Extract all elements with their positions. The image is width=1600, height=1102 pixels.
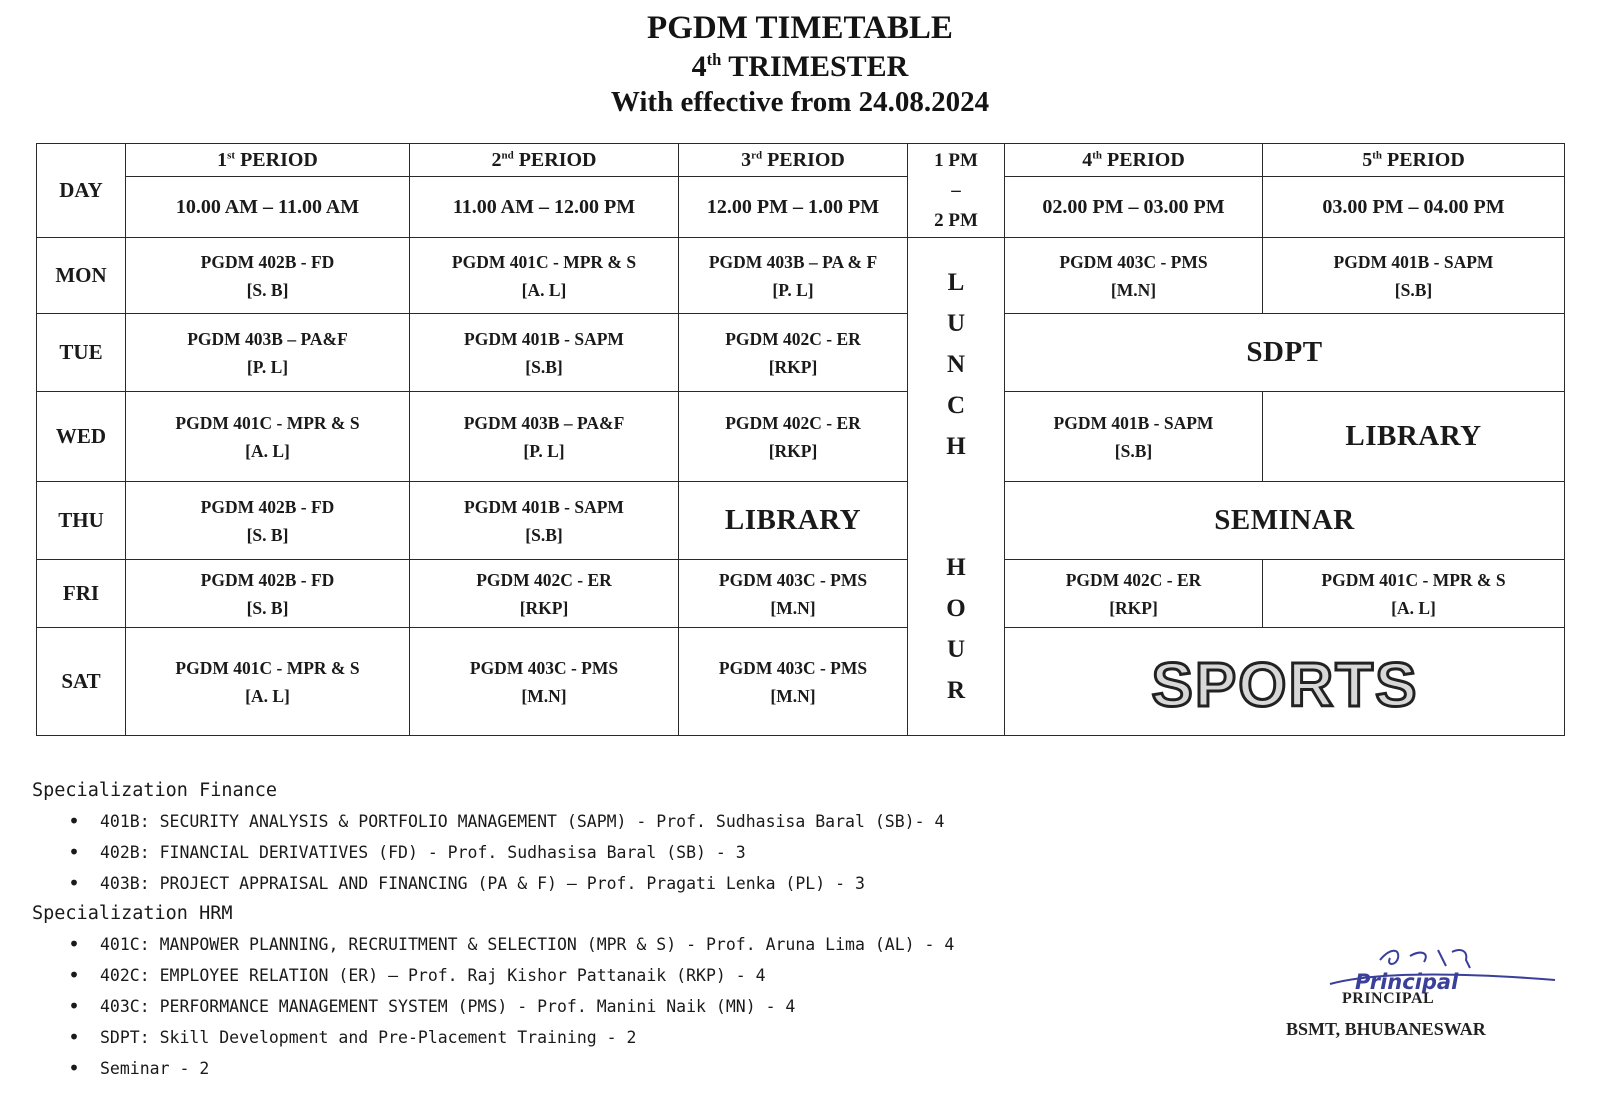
period-label: PERIOD bbox=[767, 148, 845, 171]
lunch-letter: C bbox=[946, 392, 966, 419]
slot-thu-p1 bbox=[126, 482, 410, 560]
faculty: [M.N] bbox=[1110, 279, 1157, 300]
faculty: [A. L] bbox=[245, 685, 290, 706]
trimester-heading bbox=[0, 50, 1600, 84]
list-item: • 402C: EMPLOYEE RELATION (ER) – Prof. Raj Kishor Pattanaik (RKP) - 4 bbox=[68, 960, 1212, 991]
faculty: [M.N] bbox=[521, 685, 567, 706]
lunch-letter: H bbox=[946, 433, 966, 460]
faculty: [S.B] bbox=[1394, 279, 1433, 300]
day-header: DAY bbox=[37, 144, 126, 238]
period-suffix: nd bbox=[501, 148, 514, 161]
course-code: PGDM 401C - MPR & S bbox=[451, 251, 637, 272]
hrm-list bbox=[32, 929, 1212, 1084]
course-code: PGDM 402C - ER bbox=[725, 412, 861, 433]
course-code: PGDM 402C - ER bbox=[1065, 569, 1202, 590]
lunch-start: 1 PM bbox=[934, 149, 978, 171]
effective-date: With effective from 24.08.2024 bbox=[610, 86, 990, 118]
period-2-header bbox=[410, 144, 679, 177]
list-item: • 401B: SECURITY ANALYSIS & PORTFOLIO MANAGEMENT (SAPM) - Prof. Sudhasisa Baral (SB)- 4 bbox=[68, 806, 1212, 837]
slot-mon-p3 bbox=[679, 238, 908, 314]
course-code: PGDM 401B - SAPM bbox=[1333, 251, 1494, 272]
period-num: 5 bbox=[1362, 148, 1373, 171]
lunch-letter: N bbox=[946, 351, 966, 378]
slot-fri-p3 bbox=[679, 560, 908, 628]
page-title: PGDM TIMETABLE bbox=[647, 10, 953, 46]
lunch-letter: U bbox=[946, 636, 966, 663]
specialization-notes bbox=[32, 776, 1212, 1084]
course-code: PGDM 401B - SAPM bbox=[464, 328, 624, 349]
day-sat: SAT bbox=[37, 628, 126, 736]
faculty: [S.B] bbox=[525, 524, 563, 545]
period-label: PERIOD bbox=[518, 148, 597, 171]
course-code: PGDM 401C - MPR & S bbox=[175, 412, 360, 433]
course-code: PGDM 401C - MPR & S bbox=[1321, 569, 1506, 590]
lunch-letter: O bbox=[946, 595, 966, 622]
faculty: [A. L] bbox=[245, 440, 290, 461]
period-label: PERIOD bbox=[1106, 148, 1185, 171]
lunch-end: 2 PM bbox=[934, 209, 978, 231]
lunch-letter: R bbox=[946, 677, 966, 704]
period-4-header bbox=[1005, 144, 1263, 177]
course-code: PGDM 402B - FD bbox=[200, 251, 335, 272]
slot-tue-sdpt: SDPT bbox=[1005, 314, 1565, 392]
period-3-header bbox=[679, 144, 908, 177]
faculty: [A. L] bbox=[1391, 597, 1436, 618]
period-3-time: 12.00 PM – 1.00 PM bbox=[679, 177, 908, 238]
period-4-time: 02.00 PM – 03.00 PM bbox=[1005, 177, 1263, 238]
list-item: • 403C: PERFORMANCE MANAGEMENT SYSTEM (PMS) - Prof. Manini Naik (MN) - 4 bbox=[68, 991, 1212, 1022]
period-2-time: 11.00 AM – 12.00 PM bbox=[410, 177, 679, 238]
faculty: [S.B] bbox=[1114, 440, 1153, 461]
period-num: 3 bbox=[741, 148, 752, 171]
slot-wed-p3 bbox=[679, 392, 908, 482]
course-code: PGDM 402C - ER bbox=[725, 328, 861, 349]
period-label: PERIOD bbox=[1386, 148, 1465, 171]
slot-thu-seminar: SEMINAR bbox=[1005, 482, 1565, 560]
slot-wed-library: LIBRARY bbox=[1263, 392, 1565, 482]
course-code: PGDM 401C - MPR & S bbox=[175, 657, 360, 678]
period-num: 4 bbox=[1082, 148, 1093, 171]
trimester-word: TRIMESTER bbox=[728, 50, 909, 83]
period-suffix: rd bbox=[751, 148, 763, 161]
slot-sat-p1 bbox=[126, 628, 410, 736]
faculty: [S.B] bbox=[525, 356, 563, 377]
faculty: [A. L] bbox=[521, 279, 567, 300]
slot-wed-p1 bbox=[126, 392, 410, 482]
course-code: PGDM 402C - ER bbox=[476, 569, 612, 590]
period-1-time: 10.00 AM – 11.00 AM bbox=[126, 177, 410, 238]
period-num: 2 bbox=[491, 148, 502, 171]
faculty: [M.N] bbox=[770, 597, 816, 618]
period-5-time: 03.00 PM – 04.00 PM bbox=[1263, 177, 1565, 238]
slot-sat-sports bbox=[1005, 628, 1565, 736]
institution-name: BSMT, BHUBANESWAR bbox=[1286, 1019, 1486, 1039]
timetable bbox=[36, 143, 1565, 736]
hrm-heading: Specialization HRM bbox=[32, 903, 233, 924]
lunch-letter: H bbox=[946, 554, 966, 581]
trimester-number: 4 bbox=[691, 50, 707, 83]
course-code: PGDM 403B – PA&F bbox=[187, 328, 348, 349]
day-thu: THU bbox=[37, 482, 126, 560]
slot-sat-p2 bbox=[410, 628, 679, 736]
sports-text: SPORTS bbox=[1151, 650, 1418, 720]
slot-wed-p2 bbox=[410, 392, 679, 482]
slot-tue-p2 bbox=[410, 314, 679, 392]
slot-mon-p4 bbox=[1005, 238, 1263, 314]
principal-signature-block bbox=[1280, 940, 1560, 1050]
finance-list bbox=[32, 806, 1212, 899]
slot-mon-p2 bbox=[410, 238, 679, 314]
faculty: [RKP] bbox=[519, 597, 569, 618]
slot-thu-library: LIBRARY bbox=[679, 482, 908, 560]
period-label: PERIOD bbox=[240, 148, 318, 171]
course-code: PGDM 401B - SAPM bbox=[1053, 412, 1214, 433]
period-num: 1 bbox=[217, 148, 228, 171]
course-code: PGDM 403C - PMS bbox=[1059, 251, 1208, 272]
slot-mon-p1 bbox=[126, 238, 410, 314]
day-fri: FRI bbox=[37, 560, 126, 628]
slot-thu-p2 bbox=[410, 482, 679, 560]
faculty: [P. L] bbox=[246, 356, 289, 377]
course-code: PGDM 403C - PMS bbox=[469, 657, 619, 678]
lunch-letter: U bbox=[946, 310, 966, 337]
period-1-header bbox=[126, 144, 410, 177]
trimester-suffix: th bbox=[706, 50, 722, 69]
slot-fri-p2 bbox=[410, 560, 679, 628]
list-item: • Seminar - 2 bbox=[68, 1053, 1212, 1084]
lunch-letter: L bbox=[947, 269, 965, 296]
slot-tue-p3 bbox=[679, 314, 908, 392]
slot-mon-p5 bbox=[1263, 238, 1565, 314]
slot-sat-p3 bbox=[679, 628, 908, 736]
day-mon: MON bbox=[37, 238, 126, 314]
slot-fri-p4 bbox=[1005, 560, 1263, 628]
list-item: • 402B: FINANCIAL DERIVATIVES (FD) - Prof. Sudhasisa Baral (SB) - 3 bbox=[68, 837, 1212, 868]
lunch-dash: – bbox=[951, 179, 961, 201]
finance-heading: Specialization Finance bbox=[32, 780, 278, 801]
list-item: • 401C: MANPOWER PLANNING, RECRUITMENT & SELECTION (MPR & S) - Prof. Aruna Lima (AL) - 4 bbox=[68, 929, 1212, 960]
lunch-hour-column bbox=[908, 238, 1005, 736]
period-suffix: th bbox=[1372, 148, 1382, 161]
faculty: [M.N] bbox=[770, 685, 816, 706]
faculty: [RKP] bbox=[768, 440, 818, 461]
faculty: [P. L] bbox=[523, 440, 565, 461]
slot-fri-p1 bbox=[126, 560, 410, 628]
course-code: PGDM 403C - PMS bbox=[718, 569, 868, 590]
course-code: PGDM 403B – PA&F bbox=[463, 412, 625, 433]
principal-stamp-script: Principal bbox=[1355, 970, 1459, 994]
course-code: PGDM 401B - SAPM bbox=[464, 496, 624, 517]
list-item: • SDPT: Skill Development and Pre-Placement Training - 2 bbox=[68, 1022, 1212, 1053]
faculty: [RKP] bbox=[1109, 597, 1158, 618]
faculty: [S. B] bbox=[246, 524, 289, 545]
sports-logo bbox=[1130, 642, 1440, 722]
faculty: [P. L] bbox=[772, 279, 814, 300]
day-wed: WED bbox=[37, 392, 126, 482]
faculty: [RKP] bbox=[768, 356, 818, 377]
period-suffix: st bbox=[227, 148, 236, 161]
principal-designation: PRINCIPAL bbox=[1342, 990, 1435, 1007]
faculty: [S. B] bbox=[246, 597, 289, 618]
slot-wed-p4 bbox=[1005, 392, 1263, 482]
course-code: PGDM 403B – PA & F bbox=[708, 251, 878, 272]
period-5-header bbox=[1263, 144, 1565, 177]
period-suffix: th bbox=[1092, 148, 1102, 161]
course-code: PGDM 402B - FD bbox=[200, 496, 335, 517]
slot-tue-p1 bbox=[126, 314, 410, 392]
course-code: PGDM 402B - FD bbox=[200, 569, 335, 590]
course-code: PGDM 403C - PMS bbox=[718, 657, 868, 678]
faculty: [S. B] bbox=[246, 279, 289, 300]
list-item: • 403B: PROJECT APPRAISAL AND FINANCING (PA & F) – Prof. Pragati Lenka (PL) - 3 bbox=[68, 868, 1212, 899]
lunch-time-header bbox=[908, 144, 1005, 238]
slot-fri-p5 bbox=[1263, 560, 1565, 628]
day-tue: TUE bbox=[37, 314, 126, 392]
